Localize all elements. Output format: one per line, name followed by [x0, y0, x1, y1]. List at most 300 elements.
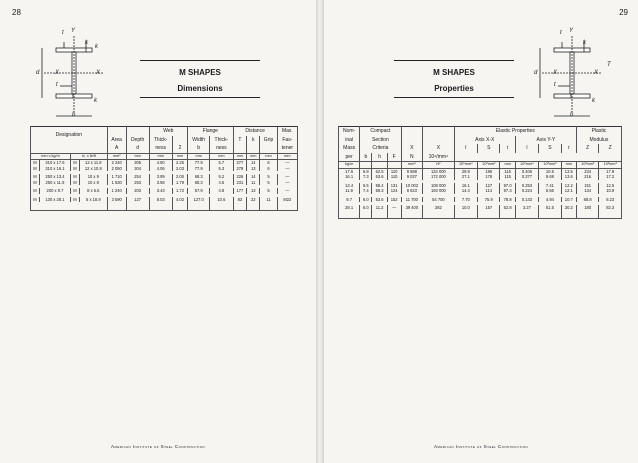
table-cell	[539, 211, 561, 219]
table-cell	[233, 144, 247, 153]
table-cell: 11	[260, 197, 277, 203]
table-cell: 14.4	[454, 188, 477, 194]
table-cell: 17.6	[339, 168, 360, 174]
header-nominal: Nom-	[339, 127, 360, 136]
header-x1: X	[401, 144, 423, 153]
table-cell	[233, 202, 247, 210]
header-A: A	[107, 144, 126, 153]
table-cell: 17.9	[599, 168, 622, 174]
label-y-top: Y	[71, 28, 76, 34]
header-fy: F	[387, 153, 401, 162]
table-cell: M	[31, 197, 40, 203]
table-cell: 0.224	[515, 188, 538, 194]
label-d: d	[36, 70, 40, 76]
header-max: Max.	[277, 127, 297, 136]
table-cell: M	[70, 180, 79, 186]
table-cell: 52.8	[500, 205, 515, 211]
table-cell: 4.02	[172, 197, 187, 203]
unit-9: 10⁶mm⁴	[515, 162, 538, 169]
table-cell: 39 400	[401, 205, 423, 211]
table-cell: 13	[247, 166, 260, 172]
label-y-top: Y	[569, 28, 574, 34]
table-cell: 10.5	[539, 168, 561, 174]
table-cell: 77.9	[188, 160, 210, 166]
table-cell: M	[31, 174, 40, 180]
table-cell: 10.0	[454, 205, 477, 211]
table-cell: 177	[233, 188, 247, 194]
header-axis-xx: Axis X-X	[454, 136, 515, 145]
label-bf: b	[570, 112, 574, 118]
table-cell: 16.1	[454, 183, 477, 189]
header-web: Web	[149, 127, 188, 136]
table-cell: 5	[260, 174, 277, 180]
table-cell: 53.6	[372, 197, 387, 203]
table-cell: 310 x 17.6	[39, 160, 70, 166]
page-footer: American Institute of Steel Construction	[434, 444, 528, 449]
table-cell: 88.8	[576, 197, 598, 203]
table-cell	[401, 211, 423, 219]
unit-2: mm²	[107, 153, 126, 160]
table-cell	[478, 211, 500, 219]
table-cell: 193 000	[423, 188, 454, 194]
table-cell: M22	[277, 197, 297, 203]
label-bf: b	[72, 112, 76, 118]
table-cell: 7.3	[360, 174, 372, 180]
unit-9: mm	[247, 153, 260, 160]
table-cell: 29.9	[454, 168, 477, 174]
table-cell: 57.9	[188, 188, 210, 194]
table-cell: 5.7	[210, 160, 233, 166]
header-hctw: h	[372, 153, 387, 162]
unit-0: kg/m	[339, 162, 360, 169]
table-cell: 127.0	[188, 197, 210, 203]
table-cell: 3 590	[107, 197, 126, 203]
table-cell	[387, 211, 401, 219]
table-cell: 12.1	[561, 188, 576, 194]
table-cell: 8.03	[149, 197, 172, 203]
table-cell: 12.2	[561, 183, 576, 189]
table-cell: 13.5	[561, 168, 576, 174]
i-beam-diagram	[528, 28, 618, 124]
table-cell: 78.8	[500, 197, 515, 203]
header-grip: Grip	[260, 136, 277, 145]
table-cell	[107, 202, 126, 210]
table-cell: 305	[126, 160, 149, 166]
table-cell: 7.41	[539, 183, 561, 189]
table-cell: 3.43	[149, 188, 172, 194]
label-x-left: X	[553, 70, 558, 76]
dimensions-table	[30, 126, 298, 211]
header-bf: b	[188, 144, 210, 153]
header-bf2tf: b	[360, 153, 372, 162]
page-title: M SHAPES	[433, 68, 475, 77]
table-cell: 110	[387, 168, 401, 174]
unit-7: 10³mm³	[478, 162, 500, 169]
table-cell: 152	[387, 197, 401, 203]
header-sy: S	[539, 144, 561, 153]
table-cell: 1.72	[172, 188, 187, 194]
table-cell: —	[277, 166, 297, 172]
table-cell	[339, 211, 360, 219]
table-cell: 10 002	[401, 183, 423, 189]
header-ry: r	[561, 144, 576, 153]
header-ness: ness	[149, 144, 172, 153]
table-cell: 6.5	[360, 183, 372, 189]
table-cell: 6.0	[360, 197, 372, 203]
table-cell: 9.68	[539, 174, 561, 180]
table-cell: 10.9	[599, 188, 622, 194]
table-cell	[149, 202, 172, 210]
table-cell: M	[70, 174, 79, 180]
table-cell: 196	[478, 168, 500, 174]
table-cell: 115	[500, 174, 515, 180]
unit-1: in. x lb/ft	[70, 153, 107, 160]
unit-4: mm²	[401, 162, 423, 169]
header-distance: Distance	[233, 127, 277, 136]
table-cell: 8.23	[599, 197, 622, 203]
table-cell: 12.5	[599, 183, 622, 189]
unit-6: 10⁶mm⁴	[454, 162, 477, 169]
table-cell: 11	[247, 180, 260, 186]
table-cell: 14	[247, 174, 260, 180]
table-cell: 13	[247, 188, 260, 194]
table-cell: 134 000	[423, 168, 454, 174]
label-x-right: X	[594, 70, 599, 76]
table-cell: 231	[233, 180, 247, 186]
table-cell: —	[387, 205, 401, 211]
table-cell: 9.7	[339, 197, 360, 203]
table-cell: 51.5	[539, 205, 561, 211]
header-sx: S	[478, 144, 500, 153]
table-cell: 172 000	[423, 174, 454, 180]
header-modulus: Modulus	[576, 136, 621, 145]
header-n2: 10⁶/mm⁴	[423, 153, 454, 162]
unit-4: mm	[149, 153, 172, 160]
table-cell: 254	[126, 174, 149, 180]
table-cell: 282	[423, 205, 454, 211]
header-mass: Mass	[339, 144, 360, 153]
label-k1: k	[583, 40, 586, 46]
table-cell: 62.5	[372, 168, 387, 174]
header-rx: r	[500, 144, 515, 153]
table-cell: 10 x 8	[79, 180, 107, 186]
table-cell: 54 700	[423, 197, 454, 203]
table-cell: 11 700	[401, 197, 423, 203]
table-cell: 4.94	[539, 197, 561, 203]
table-cell: —	[277, 174, 297, 180]
table-cell: 9 588	[401, 168, 423, 174]
table-cell: 130 x 28.1	[39, 197, 70, 203]
table-cell: 157	[478, 205, 500, 211]
table-cell: 10.6	[210, 197, 233, 203]
header-elastic: Elastic Properties	[454, 127, 576, 136]
table-cell	[401, 127, 423, 136]
table-cell: 2.03	[172, 166, 187, 172]
header-tw2: 2	[172, 144, 187, 153]
table-cell	[599, 211, 622, 219]
header-n: N	[401, 153, 423, 162]
table-cell: 75.9	[478, 197, 500, 203]
table-cell: 1 240	[107, 188, 126, 194]
unit-5: mm	[172, 153, 187, 160]
table-cell	[454, 211, 477, 219]
table-cell: 77.9	[188, 166, 210, 172]
table-cell: 5	[260, 180, 277, 186]
table-cell: M	[31, 188, 40, 194]
table-cell: 108 000	[423, 183, 454, 189]
table-cell	[247, 202, 260, 210]
table-cell: 6.8	[360, 168, 372, 174]
table-cell: 277	[233, 160, 247, 166]
table-cell: 226	[233, 174, 247, 180]
unit-0: mm x kg/m	[31, 153, 71, 160]
table-cell: M	[70, 188, 79, 194]
table-cell	[576, 211, 598, 219]
table-cell: 82.3	[599, 205, 622, 211]
table-cell: 203	[126, 188, 149, 194]
header-tw-half	[172, 136, 187, 145]
table-cell	[401, 136, 423, 145]
table-cell: 6.0	[360, 205, 372, 211]
header-zy: Z	[599, 144, 622, 153]
table-cell	[500, 211, 515, 219]
header-zx: Z	[576, 144, 598, 153]
table-cell	[172, 202, 187, 210]
table-cell	[423, 127, 454, 136]
table-cell: 83	[233, 197, 247, 203]
page-subtitle: Properties	[434, 84, 474, 93]
table-cell: 9 037	[401, 174, 423, 180]
table-cell: 5 x 18.9	[79, 197, 107, 203]
table-cell	[423, 211, 454, 219]
table-cell: 8 x 6.5	[79, 188, 107, 194]
label-k-bot: k	[592, 98, 595, 104]
header-axis-yy: Axis Y-Y	[515, 136, 576, 145]
header-web-thick: Thick-	[149, 136, 172, 145]
table-cell: 97.0	[500, 183, 515, 189]
table-cell: 17.2	[599, 174, 622, 180]
table-cell	[260, 144, 277, 153]
table-cell	[515, 211, 538, 219]
table-cell: 68.3	[188, 174, 210, 180]
unit-7: mm	[210, 153, 233, 160]
table-cell: 4.50	[149, 160, 172, 166]
unit-10: 10³mm³	[539, 162, 561, 169]
header-compact: Compact	[360, 127, 401, 136]
properties-table	[338, 126, 622, 219]
table-cell: 4.8	[210, 188, 233, 194]
unit-8: mm	[233, 153, 247, 160]
table-cell	[277, 202, 297, 210]
header-per: per	[339, 153, 360, 162]
header-flange: Flange	[188, 127, 233, 136]
table-cell: 253	[126, 180, 149, 186]
table-cell: 11.9	[339, 188, 360, 194]
table-cell: 5.3	[210, 166, 233, 172]
page-number: 28	[12, 8, 21, 17]
header-depth-label: Depth	[126, 136, 149, 145]
table-cell	[360, 211, 372, 219]
table-cell: 68.3	[188, 180, 210, 186]
table-cell: —	[277, 160, 297, 166]
table-cell: 27.1	[454, 174, 477, 180]
table-cell: 200 x 9.7	[39, 188, 70, 194]
unit-12: 10³mm³	[576, 162, 598, 169]
table-cell: 4.6	[210, 180, 233, 186]
table-cell: 4.06	[149, 166, 172, 172]
header-plastic: Plastic	[576, 127, 621, 136]
header-fastener: Fas-	[277, 136, 297, 145]
table-cell: 124	[387, 188, 401, 194]
table-cell: 178	[478, 174, 500, 180]
header-x2: X	[423, 144, 454, 153]
header-d: d	[126, 144, 149, 153]
page-title: M SHAPES	[179, 68, 221, 77]
table-cell: 16.1	[339, 174, 360, 180]
table-cell: 5	[260, 188, 277, 194]
table-cell: 234	[576, 168, 598, 174]
header-inal: inal	[339, 136, 360, 145]
table-cell: 14	[247, 160, 260, 166]
table-cell: —	[277, 180, 297, 186]
label-tf: t	[560, 30, 562, 36]
header-iy: I	[515, 144, 538, 153]
table-cell: 22	[247, 197, 260, 203]
table-cell: 0.143	[515, 197, 538, 203]
table-cell: 127	[478, 183, 500, 189]
table-cell	[372, 211, 387, 219]
table-cell: M	[31, 166, 40, 172]
header-area	[107, 127, 126, 136]
table-cell: 2 240	[107, 160, 126, 166]
table-cell: 28.1	[339, 205, 360, 211]
table-cell: 151	[576, 183, 598, 189]
table-cell: —	[277, 188, 297, 194]
table-cell: 216	[576, 174, 598, 180]
table-cell: 3.58	[149, 180, 172, 186]
table-cell: 0.377	[515, 174, 538, 180]
table-cell: 3.27	[515, 205, 538, 211]
table-cell: 0.406	[515, 168, 538, 174]
table-cell: 3.99	[149, 174, 172, 180]
header-width: Width	[188, 136, 210, 145]
table-cell: 131	[387, 183, 401, 189]
table-cell: 0.253	[515, 183, 538, 189]
page-right	[324, 0, 638, 463]
unit-6: mm	[188, 153, 210, 160]
unit-5: N²	[423, 162, 454, 169]
table-cell	[561, 211, 576, 219]
unit-11: mm	[561, 162, 576, 169]
table-cell: 58.4	[372, 183, 387, 189]
table-cell: 2.00	[172, 174, 187, 180]
header-ix: I	[454, 144, 477, 153]
table-cell: 30.2	[561, 205, 576, 211]
table-cell: 8 623	[401, 188, 423, 194]
table-cell: 134	[576, 188, 598, 194]
table-cell: 114	[478, 188, 500, 194]
header-designation: Designation	[31, 127, 108, 145]
table-cell	[247, 144, 260, 153]
table-cell	[31, 144, 108, 153]
table-cell	[126, 202, 149, 210]
table-cell: 2 050	[107, 166, 126, 172]
table-cell: 97.3	[500, 188, 515, 194]
table-cell: 6	[260, 160, 277, 166]
table-cell: M	[70, 197, 79, 203]
unit-8: mm	[500, 162, 515, 169]
header-T: T	[233, 136, 247, 145]
table-cell: 12 x 11.8	[79, 160, 107, 166]
table-cell: 1.79	[172, 180, 187, 186]
header-area-label: Area	[107, 136, 126, 145]
table-cell: 304	[126, 166, 149, 172]
table-cell: 250 x 13.4	[39, 174, 70, 180]
label-x-left: X	[55, 70, 60, 76]
table-cell: 12 x 10.8	[79, 166, 107, 172]
table-cell: 1 530	[107, 180, 126, 186]
book-gutter	[316, 0, 324, 463]
table-cell: 6.56	[539, 188, 561, 194]
table-cell: 6	[260, 166, 277, 172]
label-k: k	[95, 44, 98, 50]
table-cell	[260, 202, 277, 210]
table-cell: 13.4	[339, 183, 360, 189]
header-k: k	[247, 136, 260, 145]
label-k-bot: k	[94, 98, 97, 104]
label-x-right: X	[96, 70, 101, 76]
table-cell	[188, 202, 210, 210]
label-y-bot: Y	[569, 94, 574, 100]
label-tw: t	[554, 82, 556, 88]
table-cell: 63.6	[372, 174, 387, 180]
table-cell: 5.2	[210, 174, 233, 180]
label-tw: t	[56, 82, 58, 88]
table-cell: 13.6	[561, 174, 576, 180]
label-k1: k	[85, 40, 88, 46]
table-cell: 180	[576, 205, 598, 211]
unit-3: mm	[126, 153, 149, 160]
header-flange-thick: Thick-	[210, 136, 233, 145]
unit-11: mm	[277, 153, 297, 160]
header-depth	[126, 127, 149, 136]
page-subtitle: Dimensions	[177, 84, 223, 93]
table-cell: M	[70, 160, 79, 166]
table-cell: 116	[500, 168, 515, 174]
table-cell: 279	[233, 166, 247, 172]
table-cell: 59.3	[372, 188, 387, 194]
label-y-bot: Y	[71, 94, 76, 100]
table-cell	[454, 153, 621, 162]
table-cell: 310 x 16.1	[39, 166, 70, 172]
i-beam-diagram	[30, 28, 120, 124]
header-ness2: ness	[210, 144, 233, 153]
page-number: 29	[619, 8, 628, 17]
table-cell: M	[31, 160, 40, 166]
unit-10: mm	[260, 153, 277, 160]
table-cell: 2.25	[172, 160, 187, 166]
table-cell: M	[70, 166, 79, 172]
page-footer: American Institute of Steel Construction	[111, 444, 205, 449]
header-section: Section	[360, 136, 401, 145]
page-left	[0, 0, 316, 463]
header-criteria: Criteria	[360, 144, 401, 153]
table-cell: 11.2	[372, 205, 387, 211]
header-tener: tener	[277, 144, 297, 153]
table-cell	[423, 136, 454, 145]
table-cell: 7.70	[454, 197, 477, 203]
table-cell: 127	[126, 197, 149, 203]
